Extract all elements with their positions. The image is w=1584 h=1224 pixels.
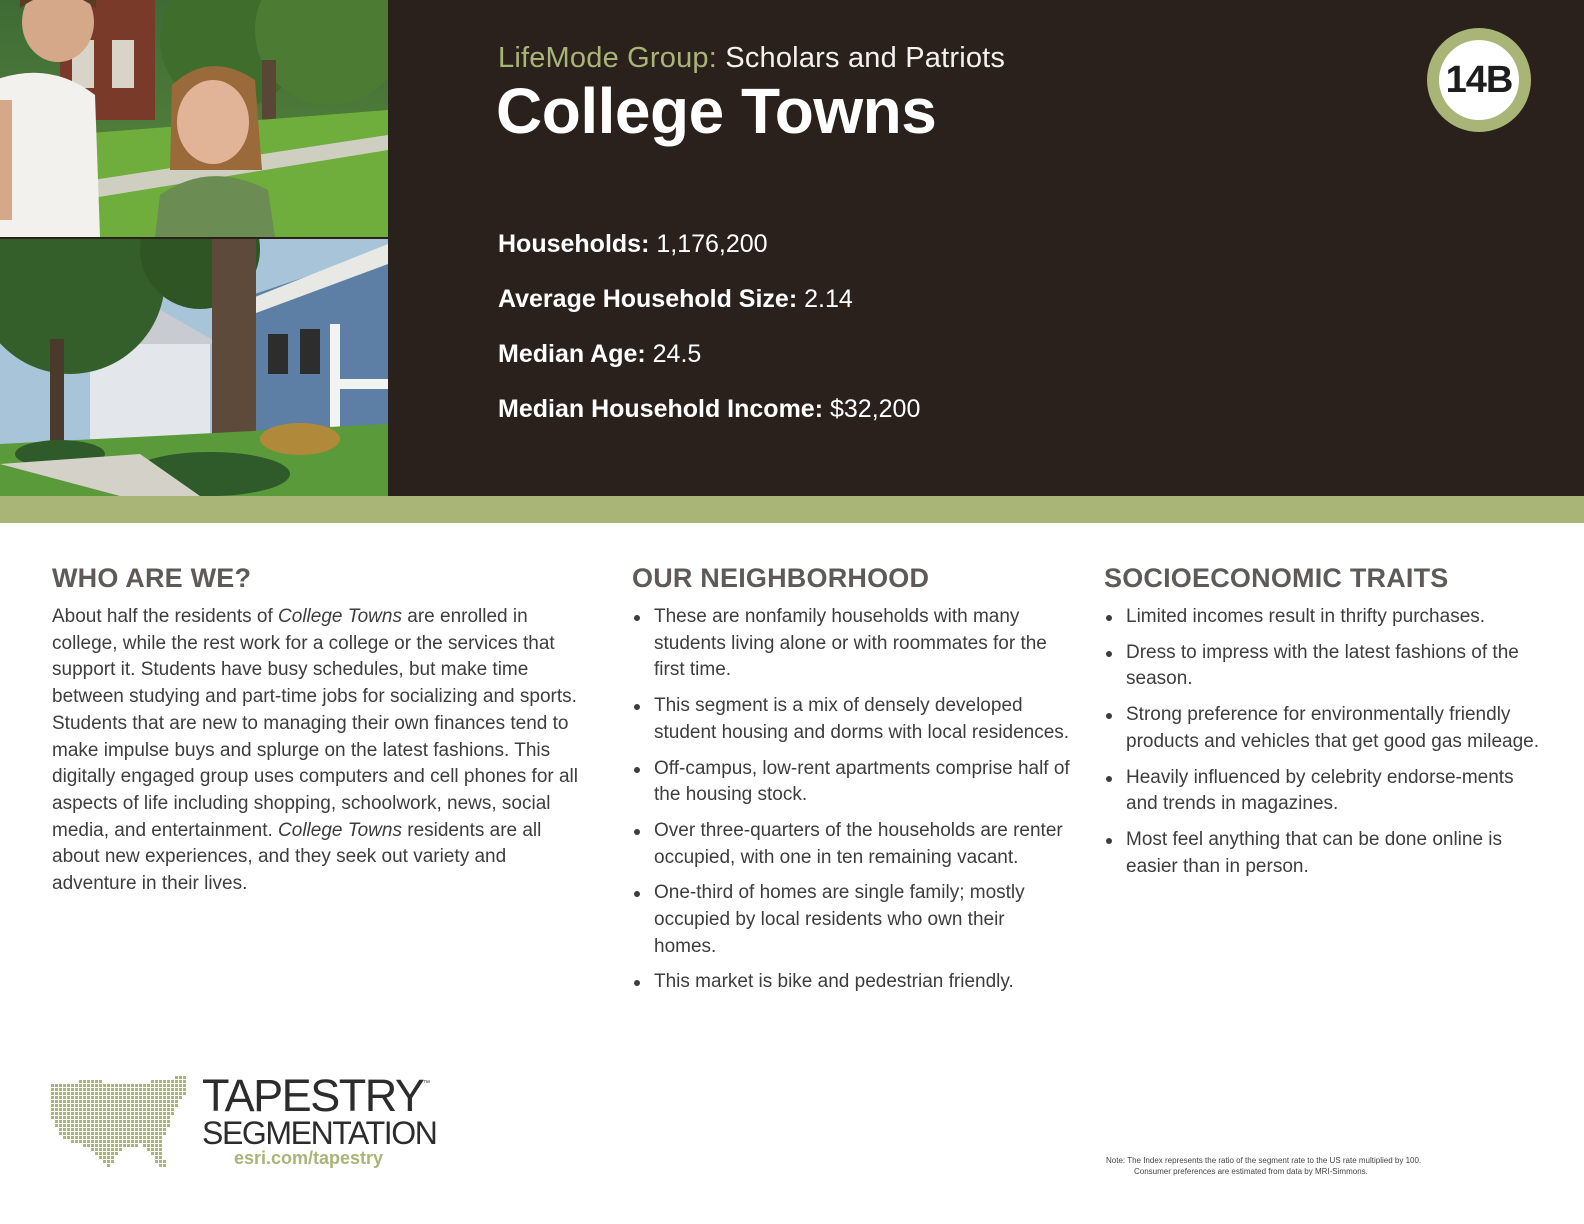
stat-value: 2.14 (804, 285, 853, 313)
socioeconomic-list (1104, 604, 1544, 889)
list-item: Over three-quarters of the households are renter occupied, with one in ten remaining vacant. (632, 818, 1072, 871)
lifemode-label: LifeMode Group: (498, 42, 718, 74)
text-run: About half the residents of (52, 606, 279, 627)
list-item: Off-campus, low-rent apartments comprise half of the housing stock. (632, 756, 1072, 809)
who-are-we-text (52, 604, 592, 898)
lifemode-value: Scholars and Patriots (725, 42, 1006, 74)
header-band (0, 0, 1584, 496)
text-run: are enrolled in college, while the rest work for a college or the services that support it. Students have busy schedules, but make time between studying and part-time jobs for socializing and sports. Students that are new to managing their own finances tend to make impulse buys and splurge on the latest fashions. This digitally engaged group uses computers and cell phones for all aspects of life including shopping, schoolwork, news, social media, and entertainment. (52, 606, 578, 841)
stat-label: Average Household Size: (498, 285, 798, 313)
neighborhood-list (632, 604, 1072, 1005)
list-item: These are nonfamily households with many students living alone or with roommates for the first time. (632, 604, 1072, 684)
footnote (1106, 1155, 1566, 1177)
accent-divider (0, 496, 1584, 523)
list-item: Limited incomes result in thrifty purchases. (1104, 604, 1544, 631)
stat-households (498, 230, 768, 259)
segment-name-italic: College Towns (278, 606, 402, 627)
stat-label: Median Household Income: (498, 395, 824, 423)
segment-title: College Towns (496, 75, 937, 147)
segment-name-italic: College Towns (278, 819, 402, 841)
houses-photo (0, 239, 388, 496)
students-photo (0, 0, 388, 237)
us-map-logo-icon (50, 1075, 195, 1175)
stat-value: 1,176,200 (656, 230, 768, 258)
segment-code-badge (1427, 28, 1531, 132)
list-item: This market is bike and pedestrian friendly. (632, 969, 1072, 996)
stat-label: Households: (498, 230, 650, 258)
socioeconomic-heading: SOCIOECONOMIC TRAITS (1104, 563, 1449, 593)
stat-median-age (498, 340, 701, 369)
list-item: One-third of homes are single family; mostly occupied by local residents who own their homes. (632, 880, 1072, 960)
list-item: Most feel anything that can be done online is easier than in person. (1104, 827, 1544, 880)
stat-household-size (498, 285, 853, 314)
footnote-line: Note: The Index represents the ratio of the segment rate to the US rate multiplied by 100. (1106, 1156, 1422, 1165)
stat-value: 24.5 (652, 340, 702, 368)
list-item: Strong preference for environmentally friendly products and vehicles that get good gas mileage. (1104, 702, 1544, 755)
lifemode-group (498, 42, 1005, 75)
neighborhood-heading: OUR NEIGHBORHOOD (632, 563, 930, 593)
stat-value: $32,200 (829, 395, 921, 423)
list-item: Dress to impress with the latest fashions of the season. (1104, 640, 1544, 693)
who-are-we-heading: WHO ARE WE? (52, 563, 252, 593)
tapestry-url-link[interactable]: esri.com/tapestry (234, 1148, 384, 1168)
segment-code: 14B (1439, 40, 1519, 120)
list-item: This segment is a mix of densely developed student housing and dorms with local residences. (632, 693, 1072, 746)
logo-trademark: ™ (423, 1080, 430, 1087)
text-run: residents are all about new experiences, and they seek out variety and adventure in their lives. (52, 819, 542, 895)
logo-tapestry-text: TAPESTRY (202, 1070, 424, 1121)
list-item: Heavily influenced by celebrity endorse-ments and trends in magazines. (1104, 765, 1544, 818)
stat-label: Median Age: (498, 340, 646, 368)
footnote-line: Consumer preferences are estimated from data by MRI-Simmons. (1134, 1167, 1368, 1176)
logo-segmentation-text: SEGMENTATION (202, 1115, 437, 1151)
stat-median-income (498, 395, 920, 424)
